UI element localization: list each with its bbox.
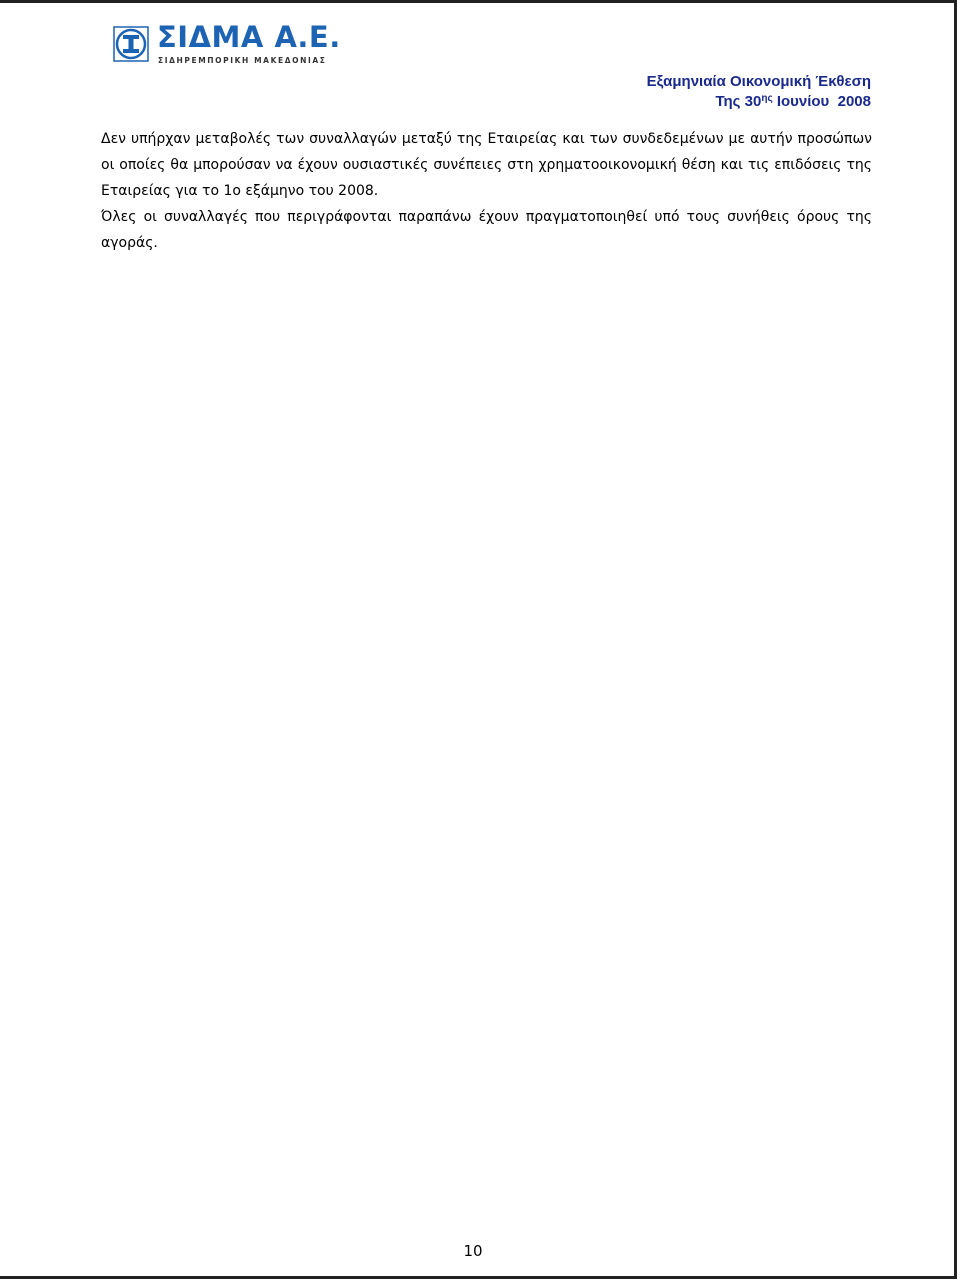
logo-subtitle: ΣΙΔΗΡΕΜΠΟΡΙΚΗ ΜΑΚΕΔΟΝΙΑΣ — [158, 56, 327, 65]
steel-beam-logo-icon — [113, 26, 149, 62]
document-body — [101, 126, 872, 256]
logo-name: ΣΙΔΜΑ Α.Ε. — [157, 20, 341, 54]
paragraph: Δεν υπήρχαν μεταβολές των συναλλαγών μεταξύ της Εταιρείας και των συνδεδεμένων με αυτήν προσώπων οι οποίες θα μπορούσαν να έχουν ουσιαστικές συνέπειες στη χρηματοοικονομική θέση και τις επιδόσεις της Εταιρείας για το 1ο εξάμηνο του 2008. — [101, 131, 872, 199]
report-date — [647, 92, 871, 112]
report-date-suffix-ordinal: ης — [761, 93, 773, 104]
report-title: Εξαμηνιαία Οικονομική Έκθεση — [646, 73, 871, 90]
page-number: 10 — [463, 1242, 483, 1260]
report-date-prefix: Της 30 — [715, 93, 762, 110]
report-header — [647, 72, 871, 112]
paragraph: Όλες οι συναλλαγές που περιγράφονται παραπάνω έχουν πραγματοποιηθεί υπό τους συνήθεις όρους της αγοράς. — [101, 209, 872, 251]
report-date-month-year: Ιουνίου 2008 — [772, 93, 871, 110]
company-logo — [113, 20, 341, 68]
